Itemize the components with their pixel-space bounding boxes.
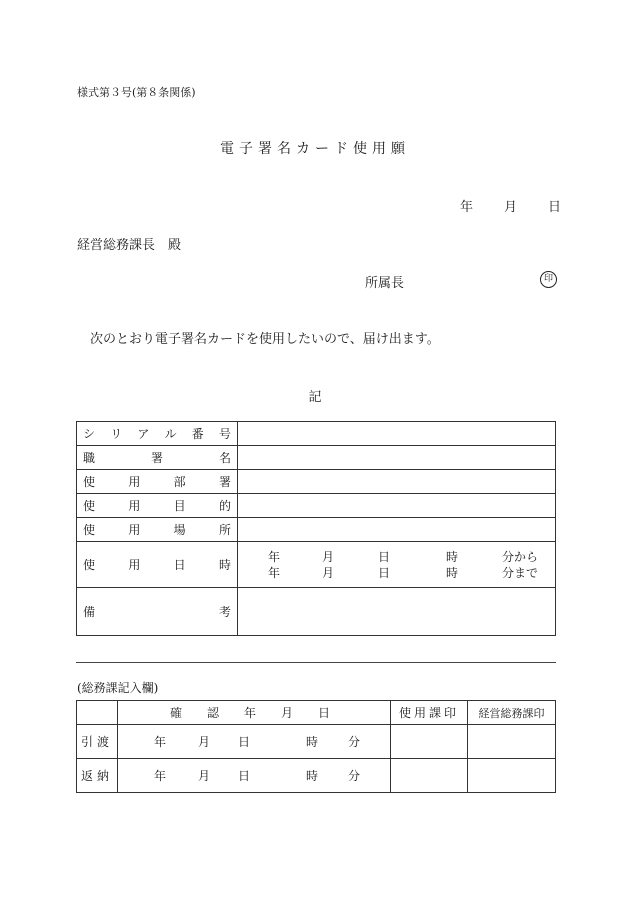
label-char: 用 (128, 499, 141, 513)
ki-heading: 記 (308, 390, 322, 405)
label-char: 番 (191, 427, 204, 441)
header-char: 認 (207, 706, 220, 720)
using-dept-seal-header: 使用課印 (391, 701, 468, 725)
label-char: 場 (173, 523, 186, 537)
confirm-date-header (118, 701, 391, 725)
request-statement: 次のとおり電子署名カードを使用したいので、届け出ます。 (90, 332, 440, 347)
name-field[interactable] (238, 446, 556, 470)
return-dept-seal[interactable] (391, 759, 468, 793)
date-line (460, 196, 561, 215)
table-row (77, 470, 556, 494)
form-number: 様式第３号(第８条関係) (77, 86, 196, 99)
seal-icon: 印 (540, 271, 557, 288)
location-field[interactable] (238, 518, 556, 542)
header-char: 年 (244, 706, 257, 720)
label-char: 所 (218, 523, 231, 537)
day-label: 日 (378, 549, 391, 564)
minute-label: 分 (348, 769, 361, 783)
label-char: 号 (218, 427, 231, 441)
general-affairs-seal-header: 経営総務課印 (468, 701, 556, 725)
datetime-from-line (268, 549, 555, 565)
label-char: ル (164, 427, 177, 441)
application-table (76, 421, 556, 636)
document-title: 電子署名カード使用願 (220, 141, 410, 157)
minute-from-label: 分から (502, 549, 539, 564)
hour-label: 時 (306, 735, 319, 749)
handover-datetime[interactable] (118, 725, 391, 759)
purpose-field[interactable] (238, 494, 556, 518)
general-affairs-section-label: (総務課記入欄) (77, 681, 159, 695)
month-label: 月 (198, 769, 211, 783)
serial-number-label (77, 422, 238, 446)
date-year-label: 年 (460, 200, 474, 215)
table-row (77, 494, 556, 518)
hour-label: 時 (446, 565, 459, 580)
name-label (77, 446, 238, 470)
label-char: 日 (173, 558, 186, 572)
handover-dept-seal[interactable] (391, 725, 468, 759)
month-label: 月 (322, 549, 335, 564)
year-label: 年 (268, 565, 281, 580)
general-affairs-table (76, 700, 556, 793)
label-char: 目 (173, 499, 186, 513)
label-char: 使 (83, 523, 96, 537)
return-label: 返納 (77, 759, 118, 793)
label-char: リ (110, 427, 123, 441)
date-day-label: 日 (548, 200, 562, 215)
minute-label: 分 (348, 735, 361, 749)
year-label: 年 (268, 549, 281, 564)
hour-label: 時 (446, 549, 459, 564)
remarks-label (77, 588, 238, 636)
label-char: 時 (218, 558, 231, 572)
location-label (77, 518, 238, 542)
label-char: 部 (173, 475, 186, 489)
remarks-field[interactable] (238, 588, 556, 636)
table-row (77, 725, 556, 759)
label-char: 考 (218, 605, 231, 619)
day-label: 日 (238, 769, 251, 783)
addressee: 経営総務課長 殿 (77, 238, 182, 253)
month-label: 月 (322, 565, 335, 580)
label-char: ア (137, 427, 150, 441)
label-char: 署 (150, 451, 163, 465)
table-row (77, 588, 556, 636)
table-row (77, 446, 556, 470)
label-char: 的 (218, 499, 231, 513)
handover-ga-seal[interactable] (468, 725, 556, 759)
label-char: 使 (83, 475, 96, 489)
label-char: 職 (83, 451, 96, 465)
department-label (77, 470, 238, 494)
label-char: 使 (83, 499, 96, 513)
return-ga-seal[interactable] (468, 759, 556, 793)
label-char: 用 (128, 558, 141, 572)
label-char: シ (83, 427, 96, 441)
purpose-label (77, 494, 238, 518)
table-row (77, 518, 556, 542)
minute-to-label: 分まで (502, 565, 539, 580)
handover-label: 引渡 (77, 725, 118, 759)
label-char: 使 (83, 558, 96, 572)
label-char: 備 (83, 605, 96, 619)
hour-label: 時 (306, 769, 319, 783)
label-char: 用 (128, 523, 141, 537)
return-datetime[interactable] (118, 759, 391, 793)
header-char: 確 (170, 706, 183, 720)
department-field[interactable] (238, 470, 556, 494)
label-char: 用 (128, 475, 141, 489)
label-char: 名 (218, 451, 231, 465)
header-char: 月 (281, 706, 294, 720)
serial-number-field[interactable] (238, 422, 556, 446)
day-label: 日 (238, 735, 251, 749)
month-label: 月 (198, 735, 211, 749)
table-row (77, 542, 556, 588)
date-month-label: 月 (504, 200, 518, 215)
table-row (77, 759, 556, 793)
table-row (77, 422, 556, 446)
section-divider (76, 662, 556, 663)
year-label: 年 (154, 769, 167, 783)
datetime-label (77, 542, 238, 588)
header-char: 日 (318, 706, 331, 720)
datetime-to-line (268, 565, 555, 581)
table-row (77, 701, 556, 725)
affiliation-head-label: 所属長 (365, 276, 405, 291)
label-char: 署 (218, 475, 231, 489)
corner-cell (77, 701, 118, 725)
datetime-field[interactable] (238, 542, 556, 588)
year-label: 年 (154, 735, 167, 749)
day-label: 日 (378, 565, 391, 580)
